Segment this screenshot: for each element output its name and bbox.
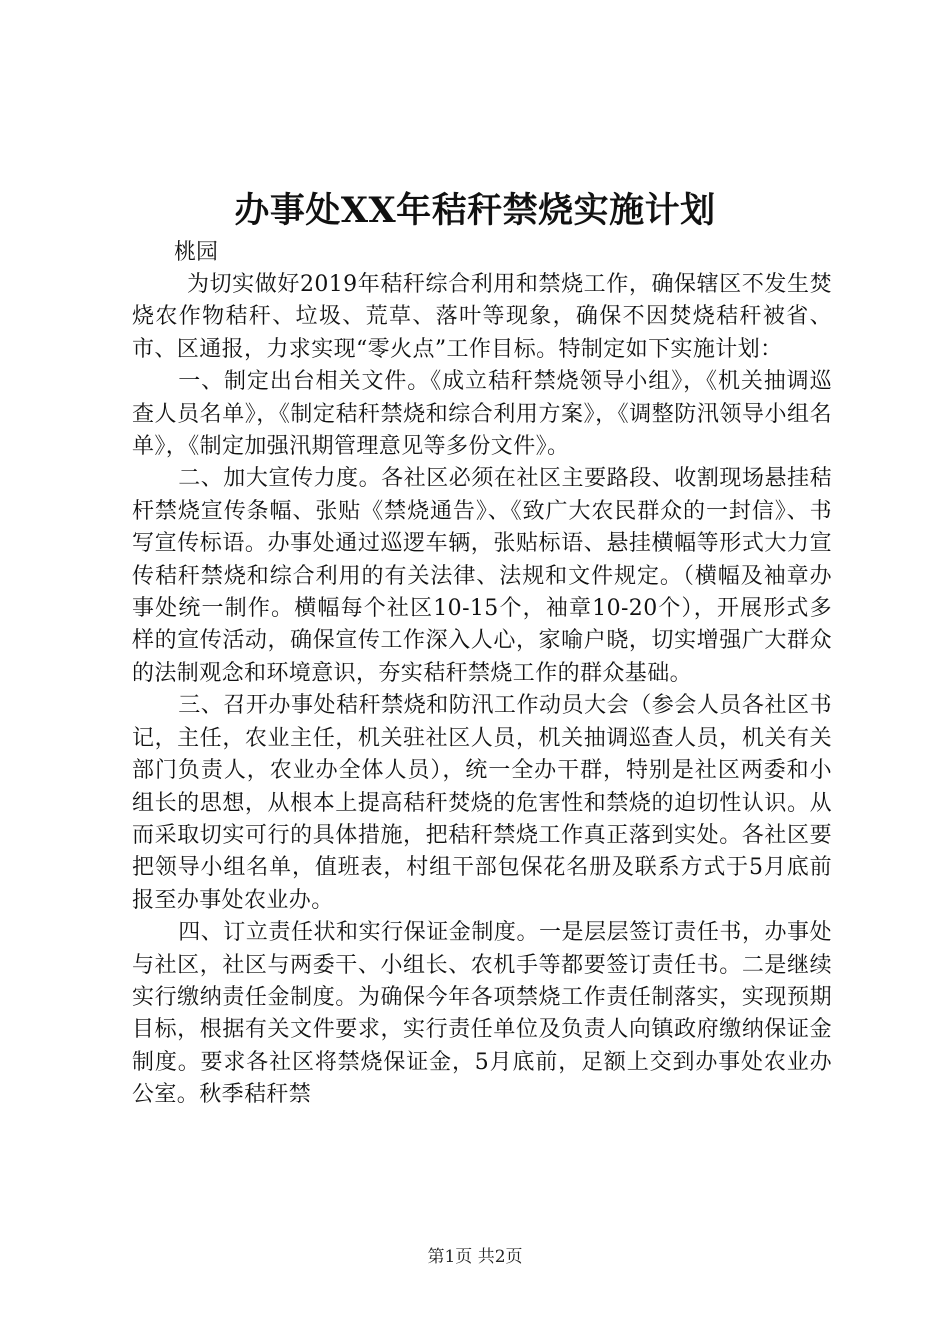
document-title: 办事处XX年秸秆禁烧实施计划: [234, 190, 716, 231]
paragraph-section-4: 四、订立责任状和实行保证金制度。一是层层签订责任书，办事处与社区，社区与两委干、小组长、农机手等都要签订责任书。二是继续实行缴纳责任金制度。为确保今年各项禁烧工作责任制落实，实现预期目标，根据有关文件要求，实行责任单位及负责人向镇政府缴纳保证金制度。要求各社区将禁烧保证金，5月底前，足额上交到办事处农业办公室。秋季秸秆禁: [132, 920, 832, 1108]
paragraph-intro: 为切实做好2019年秸秆综合利用和禁烧工作，确保辖区不发生焚烧农作物秸秆、垃圾、荒草、落叶等现象，确保不因焚烧秸秆被省、市、区通报，力求实现“零火点”工作目标。特制定如下实施计划：: [132, 272, 832, 362]
paragraph-section-2: 二、加大宣传力度。各社区必须在社区主要路段、收割现场悬挂秸杆禁烧宣传条幅、张贴《禁烧通告》、《致广大农民群众的一封信》、书写宣传标语。办事处通过巡逻车辆，张贴标语、悬挂横幅等形式大力宣传秸秆禁烧和综合利用的有关法律、法规和文件规定。（横幅及袖章办事处统一制作。横幅每个社区10-15个，袖章10-20个），开展形式多样的宣传活动，确保宣传工作深入人心，家喻户晓，切实增强广大群众的法制观念和环境意识，夯实秸秆禁烧工作的群众基础。: [132, 466, 832, 686]
page-footer: 第1页 共2页: [427, 1247, 523, 1267]
author-line: 桃园: [174, 240, 219, 265]
paragraph-section-3: 三、召开办事处秸秆禁烧和防汛工作动员大会（参会人员各社区书记，主任，农业主任，机关驻社区人员，机关抽调巡查人员，机关有关部门负责人，农业办全体人员），统一全办干群，特别是社区两委和小组长的思想，从根本上提高秸秆焚烧的危害性和禁烧的迫切性认识。从而采取切实可行的具体措施，把秸秆禁烧工作真正落到实处。各社区要把领导小组名单，值班表，村组干部包保花名册及联系方式于5月底前报至办事处农业办。: [132, 693, 832, 913]
document-body: [132, 236, 832, 1112]
paragraph-section-1: 一、制定出台相关文件。《成立秸秆禁烧领导小组》，《机关抽调巡查人员名单》，《制定秸秆禁烧和综合利用方案》，《调整防汛领导小组名单》，《制定加强汛期管理意见等多份文件》。: [132, 369, 832, 460]
